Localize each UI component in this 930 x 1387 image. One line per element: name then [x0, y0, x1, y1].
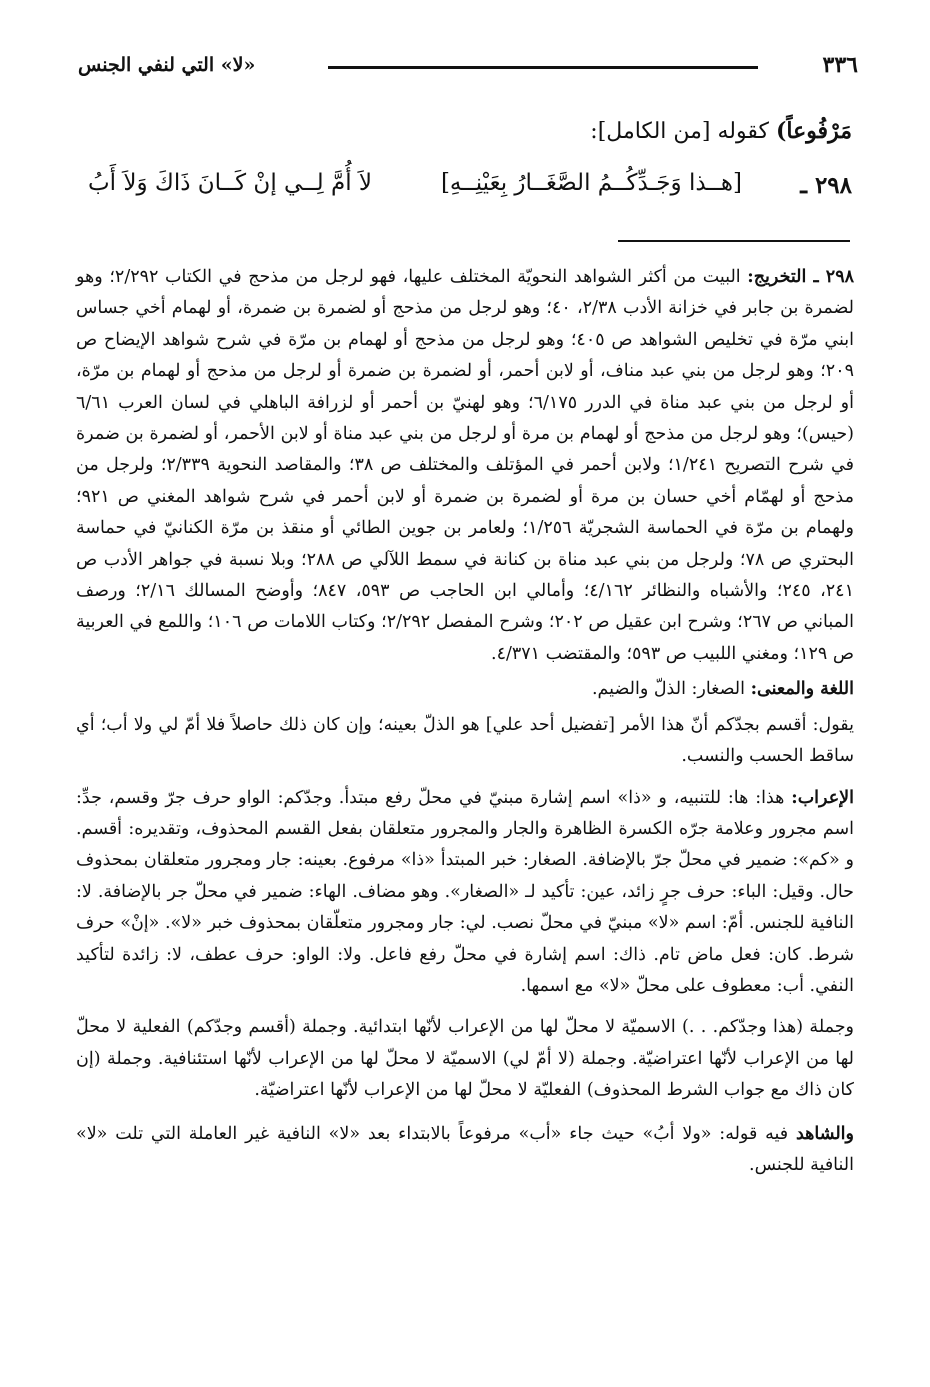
intro-rest: كقوله [من الكامل]:: [590, 119, 776, 144]
jumal-paragraph: وجملة (هذا وجدّكم. . .) الاسميّة لا محلّ لها من الإعراب لأنّها ابتدائية. وجملة (أقسم وجدّكم) الفعلية لا محلّ لها من الإعراب لأنّها اعتراضيّة. وجملة (لا أمّ لي) الاسميّة لا محلّ لها من الإعراب لأنّها استئنافية. وجملة (إن كان ذاك مع جواب الشرط المحذوف) الفعليّة لا محلّ لها من الإعراب لأنّها اعتراضيّة.: [76, 1017, 854, 1101]
page-number: ٣٣٦: [822, 52, 858, 78]
verse-separator-rule: [618, 240, 850, 242]
intro-line: [590, 118, 852, 144]
header-rule: [328, 66, 758, 69]
irab-label: الإعراب:: [791, 787, 854, 808]
lugha-text: الصغار: الذلّ والضيم.: [591, 679, 751, 700]
takhrij-paragraph: [76, 262, 854, 670]
takhrij-label: ٢٩٨ ـ التخريج:: [747, 267, 854, 287]
running-title: «لا» التي لنفي الجنس: [78, 54, 256, 76]
verse-number: ٢٩٨ ـ: [800, 172, 852, 199]
shahid-paragraph: [76, 1119, 854, 1182]
intro-bold-word: مَرْفُوعاً): [775, 118, 852, 144]
verse-first-hemistich: [هــذا وَجَـدِّكُــمُ الصَّغَــارُ بِعَيْنِــهِ]: [440, 170, 742, 196]
lugha-paragraph: [76, 674, 854, 705]
irab-paragraph: [76, 783, 854, 1003]
takhrij-text: البيت من أكثر الشواهد النحويّة المختلف عليها، فهو لرجل من مذحج في الكتاب ٢/٢٩٢؛ وهو لضمرة بن جابر في خزانة الأدب ٢/٣٨، ٤٠؛ وهو لرجل من مذحج أو لضمرة بن ضمرة، أو لهمام أخي جساس ابني مرّة في تخليص الشواهد ص ٤٠٥؛ وهو لرجل من مذحج أو لهمام بن مرّة في شرح شواهد الإيضاح ص ٢٠٩؛ وهو لرجل من بني عبد مناف، أو لابن أحمر، أو لضمرة بن ضمرة أو لرجل من مذحج أو لهمام بن مرّة، أو لرجل من بني عبد مناة في الدرر ٦/١٧٥؛ وهو لهنيّ بن أحمر أو لزرافة الباهلي في لسان العرب ٦/٦١ (حيس)؛ وهو لرجل من مذحج أو لهمام بن مرة أو لرجل من بني عبد مناة أو لابن الأحمر، أو لضمرة بن ضمرة في شرح التصريح ١/٢٤١؛ ولابن أحمر في المؤتلف والمختلف ص ٣٨؛ والمقاصد النحوية ٢/٣٣٩؛ ولرجل من مذحج أو لهمّام أخي حسان بن مرة أو لضمرة بن ضمرة أو لابن أحمر في شرح شواهد المغني ص ٩٢١؛ ولهمام بن مرّة في الحماسة الشجريّة ١/٢٥٦؛ ولعامر بن جوين الطائي أو منقذ بن مرّة الكنانيّ في حماسة البحتري ص ٧٨؛ ولرجل من بني عبد مناة بن كنانة في سمط اللآلي ص ٢٨٨؛ وبلا نسبة في جواهر الأدب ص ٢٤١، ٢٤٥؛ والأشباه والنظائر ٤/١٦٢؛ وأمالي ابن الحاجب ص ٥٩٣، ٨٤٧؛ وأوضح المسالك ٢/١٦؛ ورصف المباني ص ٢٦٧؛ وشرح ابن عقيل ص ٢٠٢؛ وشرح المفصل ٢/٢٩٢؛ وكتاب اللامات ص ١٠٦؛ واللمع في العربية ص ١٢٩؛ ومغني اللبيب ص ٥٩٣؛ والمقتضب ٤/٣٧١.: [76, 267, 854, 664]
commentary: [76, 262, 854, 1181]
lugha-label: اللغة والمعنى:: [750, 679, 854, 700]
irab-text: هذا: ها: للتنبيه، و «ذا» اسم إشارة مبنيّ في محلّ رفع مبتدأ. وجدّكم: الواو حرف جرّ وقسم، جدِّ: اسم مجرور وعلامة جرّه الكسرة الظاهرة والجار والمجرور متعلقان بفعل القسم المحذوف، وتقديره: أقسم. و «كم»: ضمير في محلّ جرّ بالإضافة. الصغار: خبر المبتدأ «ذا» مرفوع. بعينه: جار ومجرور متعلقان بمحذوف حال. وقيل: الباء: حرف جرٍ زائد، عين: تأكيد لـ «الصغار». وهو مضاف. الهاء: ضمير في محلّ جر بالإضافة. لا: النافية للجنس. أمّ: اسم «لا» مبنيّ في محلّ نصب. لي: جار ومجرور متعلّقان بمحذوف خبر «لا». «إنْ» حرف شرط. كان: فعل ماض تام. ذاك: اسم إشارة في محلّ رفع فاعل. ولا: الواو: حرف عطف، لا: زائدة لتأكيد النفي. أب: معطوف على محلّ «لا» مع اسمها.: [76, 787, 854, 996]
meaning-paragraph: يقول: أقسم بجدّكم أنّ هذا الأمر [تفضيل أحد علي] هو الذلّ بعينه؛ وإن كان ذلك حاصلاً فلا أمّ لي ولا أب؛ أي ساقط الحسب والنسب.: [76, 714, 854, 767]
verse-second-hemistich: لاَ أُمَّ لِــي إنْ كَــانَ ذَاكَ وَلاَ أَبُ: [88, 170, 373, 196]
page-header: [78, 52, 858, 86]
shahid-text: فيه قوله: «ولا أبُ» حيث جاء «أب» مرفوعاً بالابتداء بعد «لا» النافية غير العاملة التي تلت «لا» النافية للجنس.: [76, 1123, 854, 1175]
shahid-label: والشاهد: [795, 1123, 854, 1144]
